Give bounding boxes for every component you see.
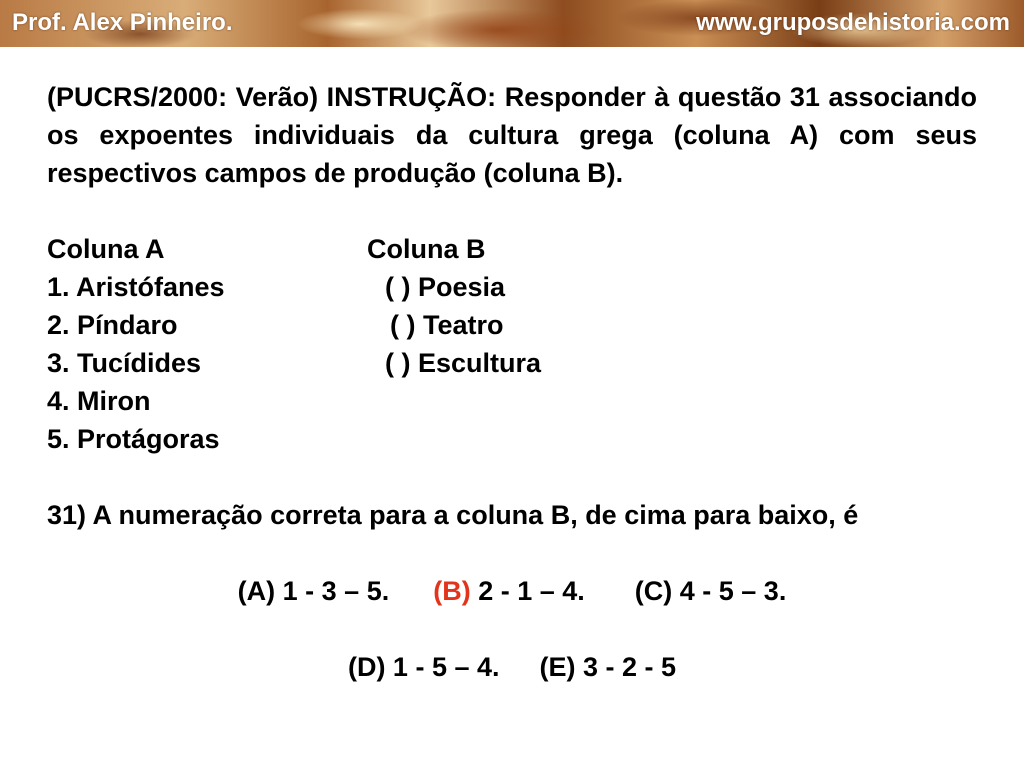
list-row — [47, 344, 977, 382]
spacer — [47, 534, 977, 572]
list-row — [47, 420, 977, 458]
website-url: www.gruposdehistoria.com — [696, 9, 1010, 36]
option-c: (C) 4 - 5 – 3. — [634, 576, 787, 606]
column-a-item: 2. Píndaro — [47, 310, 178, 340]
options-row-1 — [47, 572, 977, 610]
column-b-item: ( ) Teatro — [390, 310, 504, 340]
column-headers — [47, 230, 977, 268]
column-b-item: ( ) Escultura — [385, 348, 542, 378]
column-a-item: 3. Tucídides — [47, 348, 202, 378]
column-b-header: Coluna B — [367, 234, 486, 264]
spacer — [47, 458, 977, 496]
instruction-paragraph: (PUCRS/2000: Verão) INSTRUÇÃO: Responder à questão 31 associando os expoentes individuais da cultura grega (coluna A) com seus respectivos campos de produção (coluna B). — [47, 82, 977, 188]
header-banner — [0, 0, 1024, 47]
author-name: Prof. Alex Pinheiro. — [12, 9, 233, 36]
spacer — [47, 610, 977, 648]
column-a-item: 5. Protágoras — [47, 424, 220, 454]
option-a: (A) 1 - 3 – 5. — [237, 576, 390, 606]
option-e: (E) 3 - 2 - 5 — [539, 652, 677, 682]
option-d: (D) 1 - 5 – 4. — [347, 652, 500, 682]
list-row — [47, 382, 977, 420]
option-b-text: 2 - 1 – 4. — [470, 576, 585, 606]
list-row — [47, 306, 977, 344]
column-b-item: ( ) Poesia — [385, 272, 506, 302]
question-text: 31) A numeração correta para a coluna B, de cima para baixo, é — [47, 500, 859, 530]
list-row — [47, 268, 977, 306]
slide-content — [47, 78, 977, 686]
options-row-2 — [47, 648, 977, 686]
column-a-header: Coluna A — [47, 234, 165, 264]
option-b-letter: (B) — [433, 576, 471, 606]
spacer — [47, 192, 977, 230]
column-a-item: 4. Miron — [47, 386, 151, 416]
column-a-item: 1. Aristófanes — [47, 272, 225, 302]
